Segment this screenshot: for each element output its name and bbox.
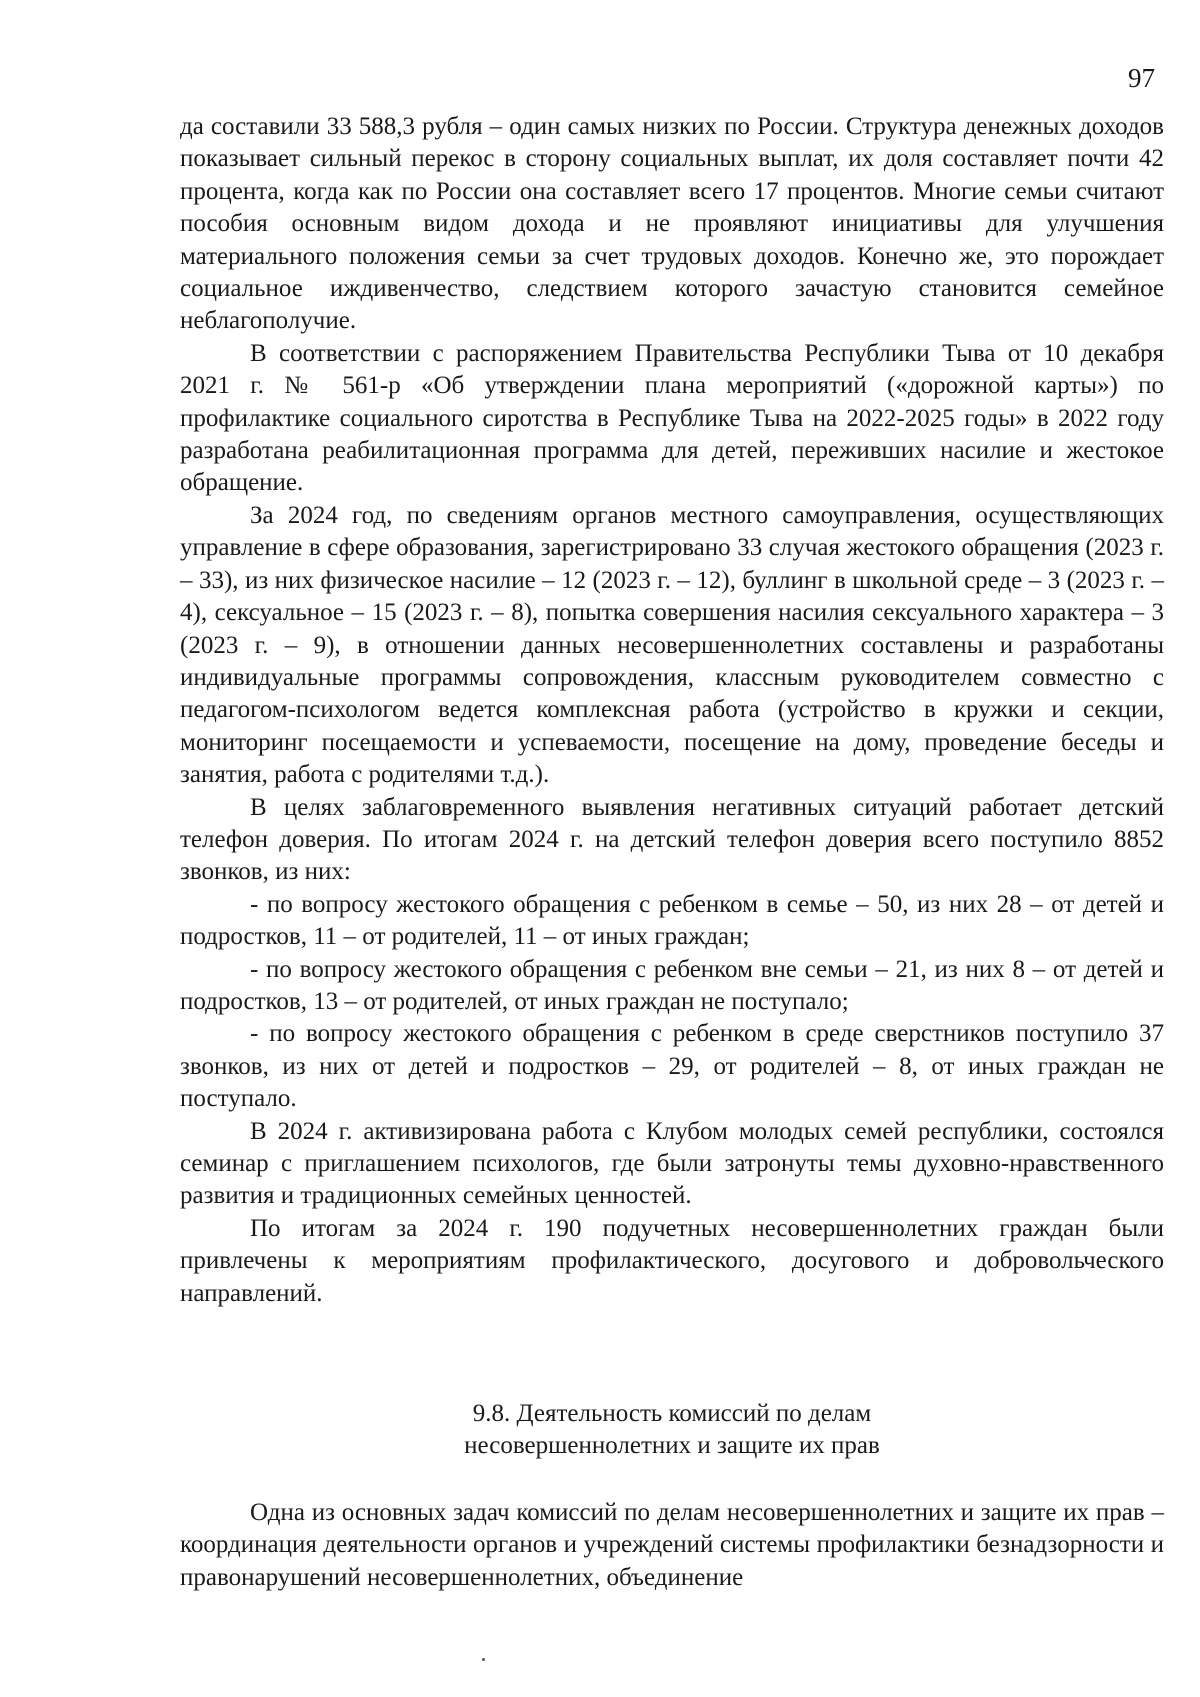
paragraph: В 2024 г. активизирована работа с Клубом молодых семей республики, состоялся семинар с приглашением психологов, где были затронуты темы духовно-нравственного развития и традиционных семейных ценностей. (180, 1117, 1164, 1210)
paragraph: да составили 33 588,3 рубля – один самых низких по России. Структура денежных доходов показывает сильный перекос в сторону социальных выплат, их доля составляет почти 42 процента, когда как по России она составляет всего 17 процентов. Многие семьи считают пособия основным видом дохода и не проявляют инициативы для улучшения материального положения семьи за счет трудовых доходов. Конечно же, это порождает социальное иждивенчество, следствием которого зачастую становится семейное неблагополучие. (180, 113, 1164, 335)
paragraph: По итогам за 2024 г. 190 подучетных несовершеннолетних граждан были привлечены к мероприятиям профилактического, досугового и добровольческого направлений. (180, 1214, 1164, 1307)
section-heading-line: 9.8. Деятельность комиссий по делам (472, 1400, 872, 1427)
document-body-top (180, 111, 1164, 1310)
scan-speck (482, 1658, 485, 1661)
document-body-bottom (180, 1497, 1164, 1594)
page-number: 97 (1128, 63, 1155, 93)
paragraph: За 2024 год, по сведениям органов местного самоуправления, осуществляющих управление в сфере образования, зарегистрировано 33 случая жестокого обращения (2023 г. – 33), из них физическое насилие – 12 (2023 г. – 12), буллинг в школьной среде – 3 (2023 г. – 4), сексуальное – 15 (2023 г. – 8), попытка совершения насилия сексуального характера – 3 (2023 г. – 9), в отношении данных несовершеннолетних составлены и разработаны индивидуальные программы сопровождения, классным руководителем совместно с педагогом-психологом ведется комплексная работа (устройство в кружки и секции, мониторинг посещаемости и успеваемости, посещение на дому, проведение беседы и занятия, работа с родителями т.д.). (180, 501, 1164, 789)
paragraph: В целях заблаговременного выявления негативных ситуаций работает детский телефон доверия. По итогам 2024 г. на детский телефон доверия всего поступило 8852 звонков, из них: (180, 793, 1164, 886)
section-heading (180, 1398, 1164, 1462)
paragraph: В соответствии с распоряжением Правительства Республики Тыва от 10 декабря 2021 г. № 561-р «Об утверждении плана мероприятий («дорожной карты») по профилактике социального сиротства в Республике Тыва на 2022-2025 годы» в 2022 году разработана реабилитационная программа для детей, переживших насилие и жестокое обращение. (180, 339, 1164, 497)
list-item: - по вопросу жестокого обращения с ребенком в среде сверстников поступило 37 звонков, из них от детей и подростков – 29, от родителей – 8, от иных граждан не поступало. (180, 1020, 1164, 1113)
list-item: - по вопросу жестокого обращения с ребенком в семье – 50, из них 28 – от детей и подростков, 11 – от родителей, 11 – от иных граждан; (180, 890, 1164, 951)
section-heading-line: несовершеннолетних и защите их прав (464, 1432, 880, 1459)
list-item: - по вопросу жестокого обращения с ребенком вне семьи – 21, из них 8 – от детей и подростков, 13 – от родителей, от иных граждан не поступало; (180, 955, 1164, 1015)
paragraph: Одна из основных задач комиссий по делам несовершеннолетних и защите их прав – координация деятельности органов и учреждений системы профилактики безнадзорности и правонарушений несовершеннолетних, объединение (180, 1499, 1164, 1591)
